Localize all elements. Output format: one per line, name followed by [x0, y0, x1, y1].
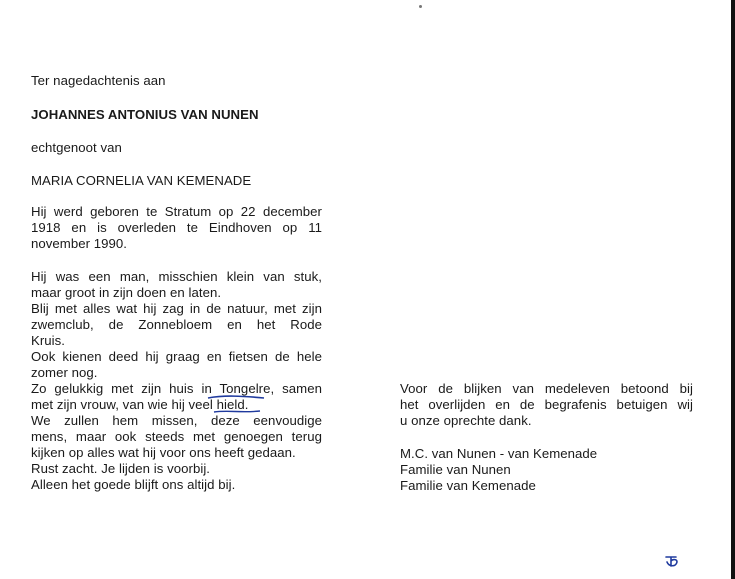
speck	[419, 5, 422, 8]
poem-line: Ook kienen deed hij graag en fietsen de hele	[31, 349, 322, 364]
relation-line: echtgenoot van	[31, 140, 122, 155]
poem-line: kijken op alles wat hij voor ons heeft gedaan.	[31, 445, 296, 460]
pen-scribble-mark	[663, 553, 681, 569]
poem-line: We zullen hem missen, deze eenvoudige	[31, 413, 322, 428]
signature-line: Familie van Nunen	[400, 462, 511, 477]
poem-line: Hij was een man, misschien klein van stuk,	[31, 269, 322, 284]
poem-line: zwemclub, de Zonnebloem en het Rode	[31, 317, 322, 332]
poem-line: Alleen het goede blijft ons altijd bij.	[31, 477, 236, 492]
poem-line: Zo gelukkig met zijn huis in Tongelre, samen	[31, 381, 322, 396]
scan-edge	[731, 0, 735, 579]
signature-line: M.C. van Nunen - van Kemenade	[400, 446, 598, 461]
poem-line: mens, maar ook steeds met genoegen terug	[31, 429, 322, 444]
birth-line: 1918 en is overleden te Eindhoven op 11	[31, 220, 322, 235]
deceased-name: JOHANNES ANTONIUS VAN NUNEN	[31, 107, 259, 122]
thanks-line: het overlijden en de begrafenis betuigen wij	[400, 397, 693, 412]
poem-line: Blij met alles wat hij zag in de natuur, met zijn	[31, 301, 322, 316]
birth-line: Hij werd geboren te Stratum op 22 december	[31, 204, 322, 219]
spouse-name: MARIA CORNELIA VAN KEMENADE	[31, 173, 252, 188]
poem-line: Rust zacht. Je lijden is voorbij.	[31, 461, 211, 476]
thanks-line: Voor de blijken van medeleven betoond bij	[400, 381, 693, 396]
poem-line: met zijn vrouw, van wie hij veel hield.	[31, 397, 249, 412]
birth-line: november 1990.	[31, 236, 128, 251]
signature-line: Familie van Kemenade	[400, 478, 536, 493]
pen-underline-mark	[212, 408, 262, 416]
pen-underline-mark	[206, 393, 266, 401]
poem-line: Kruis.	[31, 333, 66, 348]
poem-line: maar groot in zijn doen en laten.	[31, 285, 222, 300]
poem-line: zomer nog.	[31, 365, 98, 380]
thanks-line: u onze oprechte dank.	[400, 413, 532, 428]
opening-line: Ter nagedachtenis aan	[31, 73, 166, 88]
